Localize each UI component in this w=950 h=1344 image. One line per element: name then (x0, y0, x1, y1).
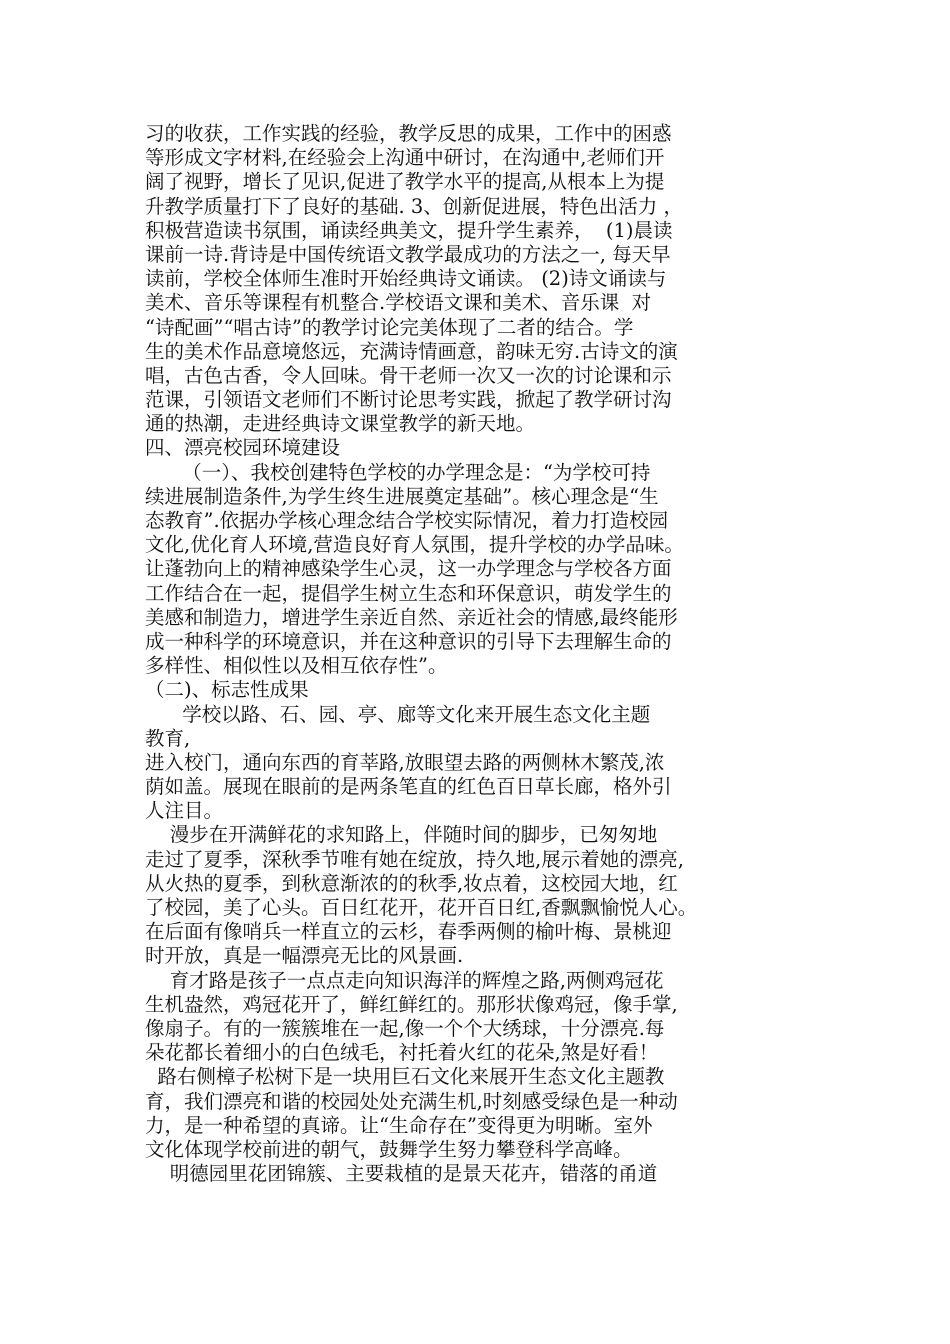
text-line: 教育, (145, 726, 191, 750)
text-line: 荫如盖。展现在眼前的是两条笔直的红色百日草长廊，格外引 (145, 775, 672, 799)
text-line: “诗配画”“唱古诗”的教学讨论完美体现了二者的结合。学 (145, 315, 634, 339)
text-line: 漫步在开满鲜花的求知路上，伴随时间的脚步，已匆匆地 (145, 823, 658, 847)
text-line: 多样性、相似性以及相互依存性”。 (145, 654, 448, 678)
text-line: 工作结合在一起，提倡学生树立生态和环保意识，萌发学生的 (145, 581, 672, 605)
text-line: 读前，学校全体师生准时开始经典诗文诵读。 (2)诗文诵读与 (145, 267, 667, 291)
text-line: 在后面有像哨兵一样直立的云杉，春季两侧的榆叶梅、景桃迎 (145, 920, 672, 944)
text-line: 朵花都长着细小的白色绒毛，衬托着火红的花朵,煞是好看！ (145, 1041, 659, 1065)
text-line: 美感和制造力，增进学生亲近自然、亲近社会的情感,最终能形 (145, 605, 678, 629)
text-line: 习的收获，工作实践的经验，教学反思的成果，工作中的困惑 (145, 122, 672, 145)
text-line: 让蓬勃向上的精神感染学生心灵，这一办学理念与学校各方面 (145, 557, 672, 581)
text-line: 美术、音乐等课程有机整合.学校语文课和美术、音乐课 对 (145, 291, 652, 315)
text-line: 续进展制造条件,为学生终生进展奠定基础”。核心理念是“生 (145, 484, 659, 508)
text-line: （一）、我校创建特色学校的办学理念是：“为学校可持 (145, 460, 651, 484)
text-line: 积极营造读书氛围，诵读经典美文，提升学生素养， (1)晨读 (145, 218, 673, 242)
text-line: 生的美术作品意境悠远，充满诗情画意，韵味无穷.古诗文的演 (145, 339, 678, 363)
text-line: 课前一诗.背诗是中国传统语文教学最成功的方法之一, 每天早 (145, 242, 671, 266)
text-line: 唱，古色古香，令人回味。骨干老师一次又一次的讨论课和示 (145, 363, 672, 387)
text-line: 阔了视野，增长了见识,促进了教学水平的提高,从根本上为提 (145, 170, 665, 194)
document-page (145, 122, 835, 1186)
text-line: 成一种科学的环境意识，并在这种意识的引导下去理解生命的 (145, 629, 672, 653)
text-line: 人注目。 (145, 799, 224, 823)
text-line: 学校以路、石、园、亭、廊等文化来开展生态文化主题 (145, 702, 651, 726)
text-line: 育才路是孩子一点点走向知识海洋的辉煌之路,两侧鸡冠花 (145, 968, 664, 992)
text-line: 时开放，真是一幅漂亮无比的风景画. (145, 944, 464, 968)
text-line: 了校园，美了心头。百日红花开，花开百日红,香飘飘愉悦人心。 (145, 896, 698, 919)
text-line: 育，我们漂亮和谐的校园处处充满生机,时刻感受绿色是一种动 (145, 1089, 678, 1113)
text-line: 文化,优化育人环境,营造良好育人氛围，提升学校的办学品味。 (145, 533, 684, 557)
subsection-heading: （二)、标志性成果 (145, 678, 309, 702)
text-line: 明德园里花团锦簇、主要栽植的是景天花卉，错落的甬道 (145, 1162, 658, 1186)
text-line: 力，是一种希望的真谛。让“生命存在”变得更为明晰。室外 (145, 1113, 653, 1137)
text-line: 进入校门，通向东西的育莘路,放眼望去路的两侧林木繁茂,浓 (145, 750, 665, 774)
text-line: 像扇子。有的一簇簇堆在一起,像一个个大绣球，十分漂亮.每 (145, 1016, 665, 1040)
text-line: 文化体现学校前进的朝气，鼓舞学生努力攀登科学高峰。 (145, 1137, 633, 1161)
text-line: 生机盎然，鸡冠花开了，鲜红鲜红的。那形状像鸡冠，像手掌, (145, 992, 678, 1016)
text-line: 态教育”.依据办学核心理念结合学校实际情况，着力打造校园 (145, 509, 669, 532)
text-line: 范课，引领语文老师们不断讨论思考实践，掀起了教学研讨沟 (145, 388, 672, 412)
section-heading: 四、漂亮校园环境建设 (145, 436, 341, 460)
text-line: 等形成文字材料,在经验会上沟通中研讨，在沟通中,老师们开 (145, 146, 665, 170)
text-line: 通的热潮，走进经典诗文课堂教学的新天地。 (145, 412, 536, 436)
text-line: 从火热的夏季，到秋意渐浓的的秋季,妆点着，这校园大地，红 (145, 871, 678, 895)
text-line: 升教学质量打下了良好的基础. 3、创新促进展，特色出活力 ， (145, 194, 684, 218)
text-line: 走过了夏季，深秋季节唯有她在绽放，持久地,展示着她的漂亮, (145, 847, 684, 871)
text-line: 路右侧樟子松树下是一块用巨石文化来展开生态文化主题教 (145, 1065, 665, 1089)
